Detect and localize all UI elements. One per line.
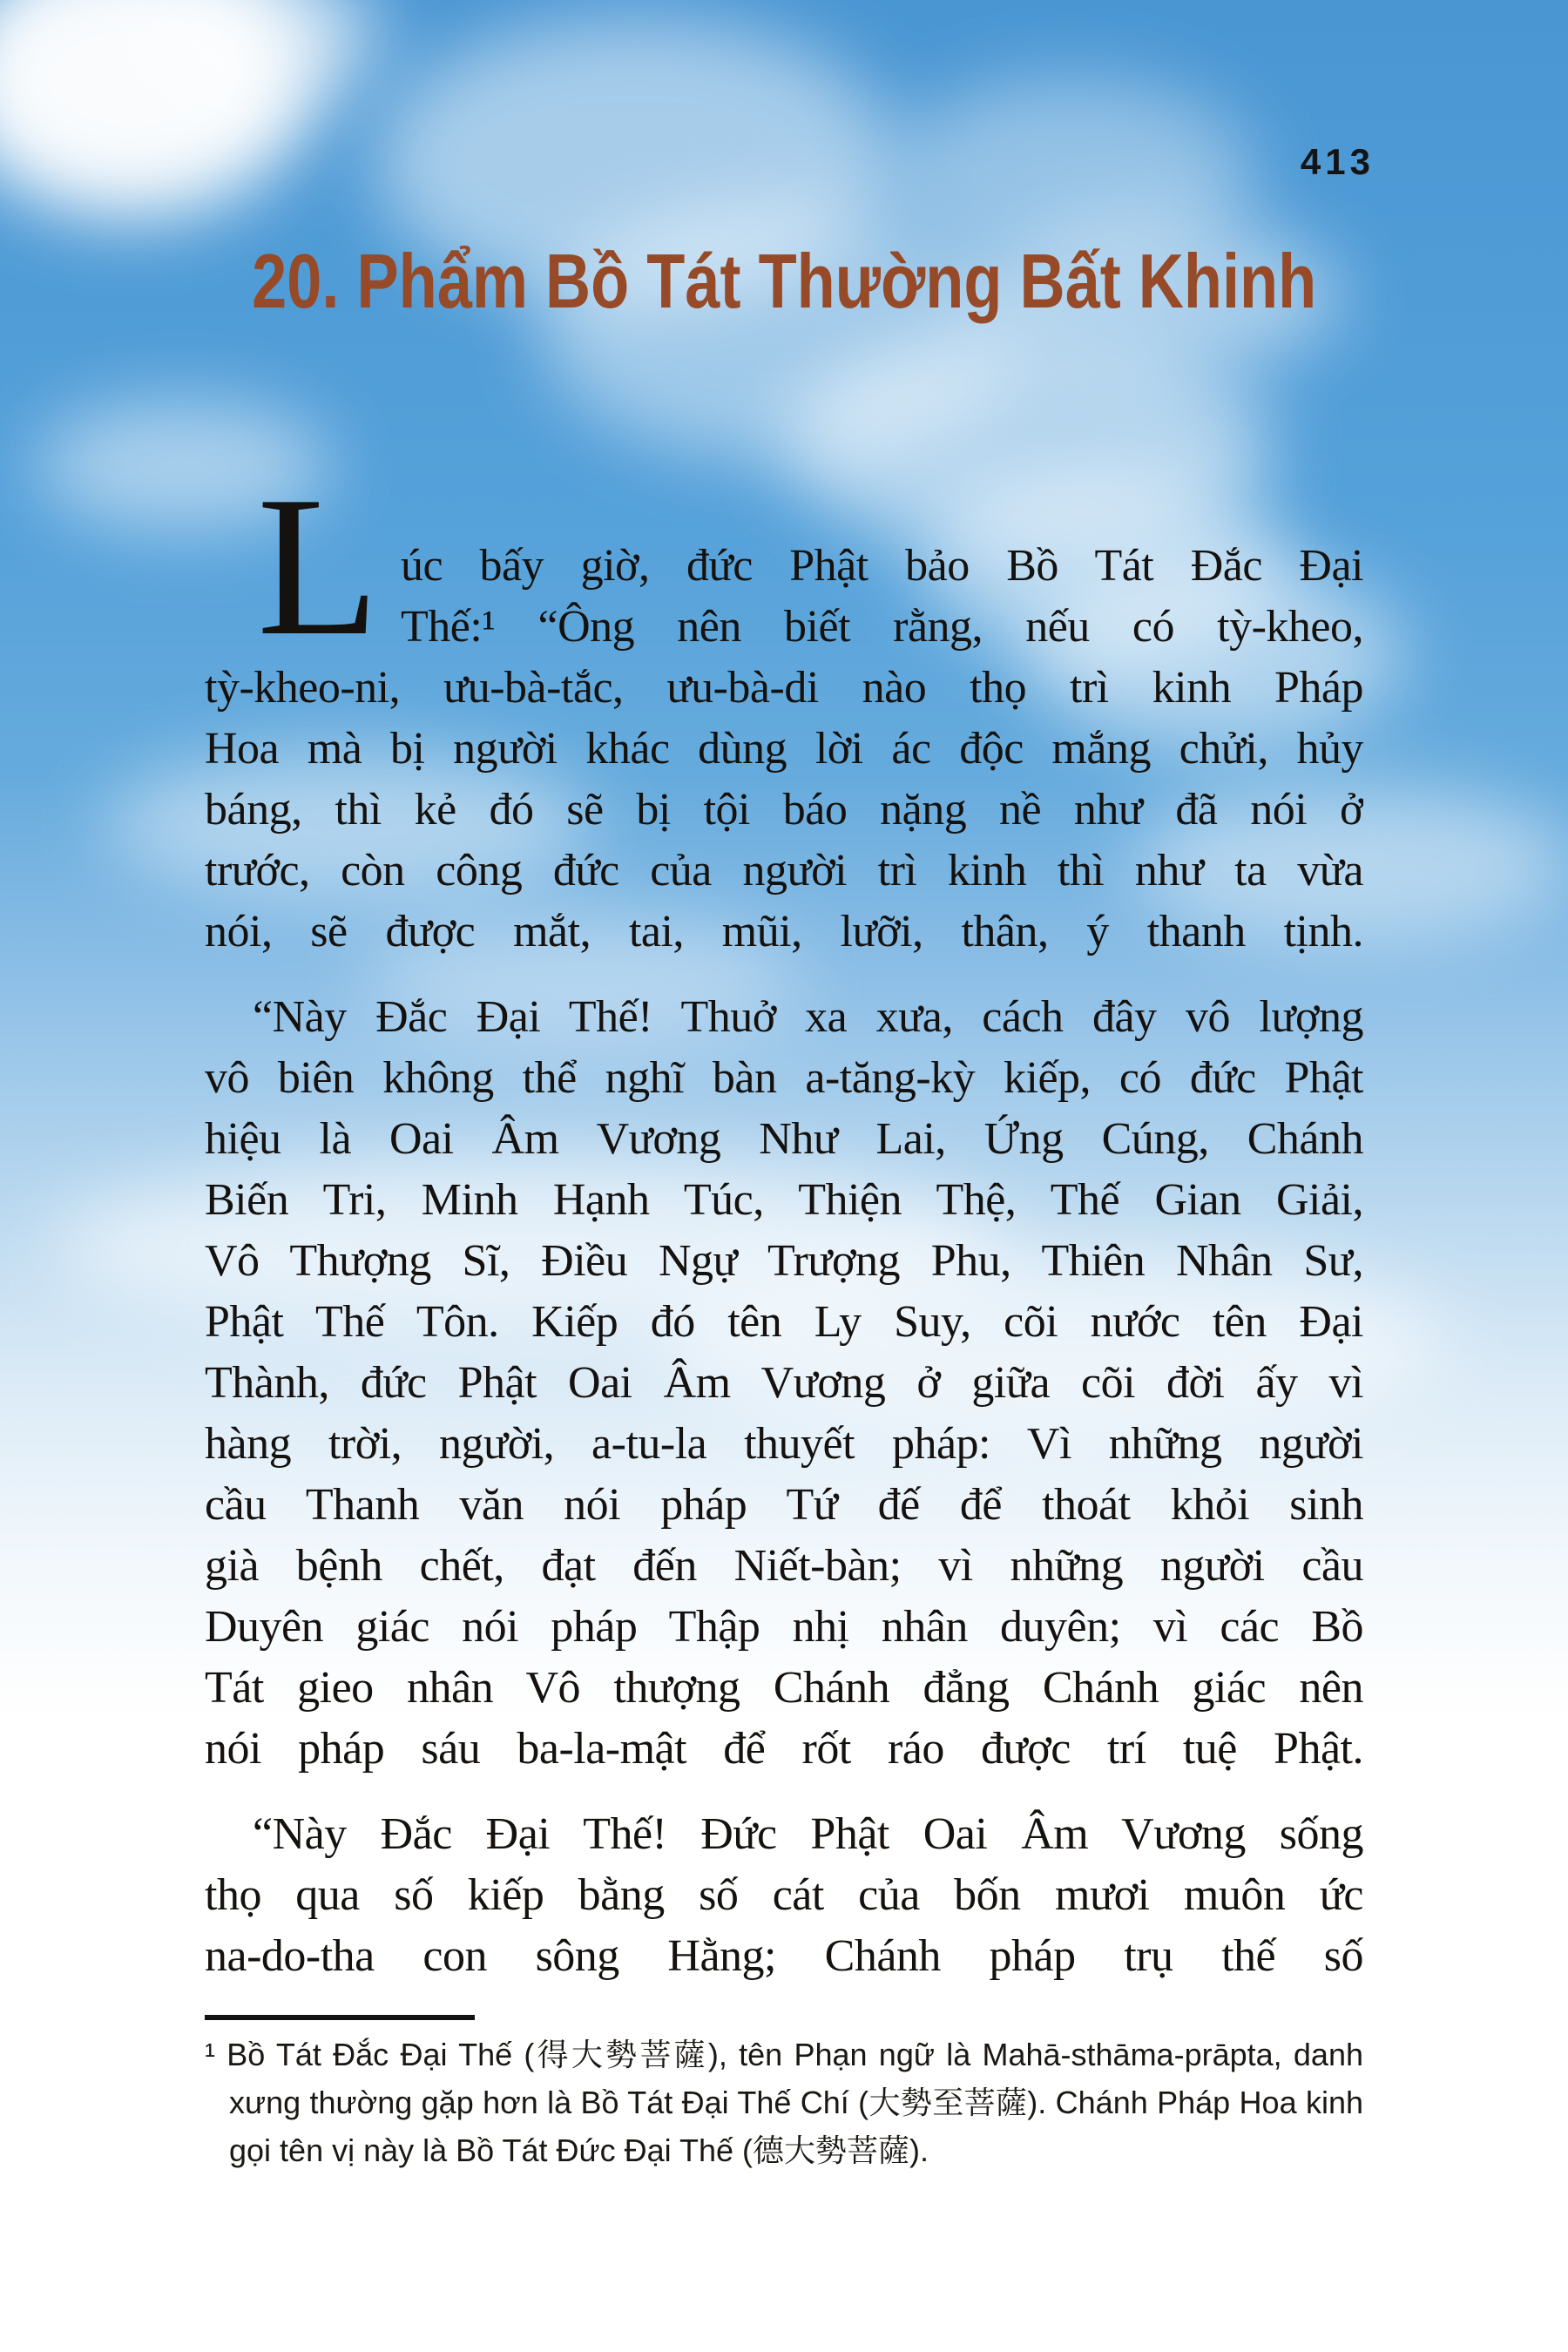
footnote bbox=[205, 2031, 1363, 2174]
text-line: úc bấy giờ, đức Phật bảo Bồ Tát Đắc Đại bbox=[401, 541, 1363, 591]
text-line: cầu Thanh văn nói pháp Tứ đế để thoát khỏi sinh bbox=[205, 1480, 1363, 1530]
text-line: Hoa mà bị người khác dùng lời ác độc mắng chửi, hủy bbox=[205, 724, 1363, 774]
text-line: hiệu là Oai Âm Vương Như Lai, Ứng Cúng, Chánh bbox=[205, 1114, 1363, 1164]
text-line: vô biên không thể nghĩ bàn a-tăng-kỳ kiếp, có đức Phật bbox=[205, 1053, 1363, 1103]
text-line: Thế:¹ “Ông nên biết rằng, nếu có tỳ-kheo, bbox=[401, 602, 1363, 652]
paragraph-3 bbox=[205, 1804, 1363, 1987]
footnote-line: gọi tên vị này là Bồ Tát Đức Đại Thế (德大勢菩薩). bbox=[229, 2132, 929, 2168]
paragraph-1 bbox=[205, 455, 1363, 963]
text-line: nói pháp sáu ba-la-mật để rốt ráo được trí tuệ Phật. bbox=[205, 1724, 1363, 1774]
text-line: báng, thì kẻ đó sẽ bị tội báo nặng nề như đã nói ở bbox=[205, 785, 1363, 835]
text-line: thọ qua số kiếp bằng số cát của bốn mươi muôn ức bbox=[205, 1870, 1363, 1920]
drop-cap: L bbox=[257, 455, 380, 677]
text-line: tỳ-kheo-ni, ưu-bà-tắc, ưu-bà-di nào thọ trì kinh Pháp bbox=[205, 663, 1363, 713]
text-line: Duyên giác nói pháp Thập nhị nhân duyên; vì các Bồ bbox=[205, 1602, 1363, 1652]
text-line: Vô Thượng Sĩ, Điều Ngự Trượng Phu, Thiên Nhân Sư, bbox=[205, 1236, 1363, 1286]
paragraph-2 bbox=[205, 987, 1363, 1780]
chapter-title bbox=[0, 237, 1568, 326]
text-line: Biến Tri, Minh Hạnh Túc, Thiện Thệ, Thế Gian Giải, bbox=[205, 1175, 1363, 1225]
text-line: Phật Thế Tôn. Kiếp đó tên Ly Suy, cõi nước tên Đại bbox=[205, 1297, 1363, 1347]
text-line: nói, sẽ được mắt, tai, mũi, lưỡi, thân, ý thanh tịnh. bbox=[205, 907, 1363, 956]
text-line: Thành, đức Phật Oai Âm Vương ở giữa cõi đời ấy vì bbox=[205, 1358, 1363, 1408]
text-line: Tát gieo nhân Vô thượng Chánh đẳng Chánh giác nên bbox=[205, 1663, 1363, 1713]
text-line: hàng trời, người, a-tu-la thuyết pháp: Vì những người bbox=[205, 1419, 1363, 1469]
text-line: na-do-tha con sông Hằng; Chánh pháp trụ thế số bbox=[205, 1931, 1363, 1981]
chapter-title-text: 20. Phẩm Bồ Tát Thường Bất Khinh bbox=[251, 238, 1317, 324]
text-line: “Này Đắc Đại Thế! Thuở xa xưa, cách đây vô lượng bbox=[253, 992, 1363, 1042]
footnote-line: ¹ Bồ Tát Đắc Đại Thế (得大勢菩薩), tên Phạn ngữ là Mahā-sthāma-prāpta, danh bbox=[205, 2037, 1363, 2072]
footnote-rule bbox=[205, 2015, 475, 2020]
body-text bbox=[205, 455, 1363, 2174]
text-line: trước, còn công đức của người trì kinh thì như ta vừa bbox=[205, 846, 1363, 896]
footnote-line: xưng thường gặp hơn là Bồ Tát Đại Thế Chí (大勢至菩薩). Chánh Pháp Hoa kinh bbox=[229, 2085, 1363, 2120]
text-line: “Này Đắc Đại Thế! Đức Phật Oai Âm Vương sống bbox=[253, 1809, 1363, 1859]
page-number: 413 bbox=[1300, 141, 1375, 182]
text-line: già bệnh chết, đạt đến Niết-bàn; vì những người cầu bbox=[205, 1541, 1363, 1591]
